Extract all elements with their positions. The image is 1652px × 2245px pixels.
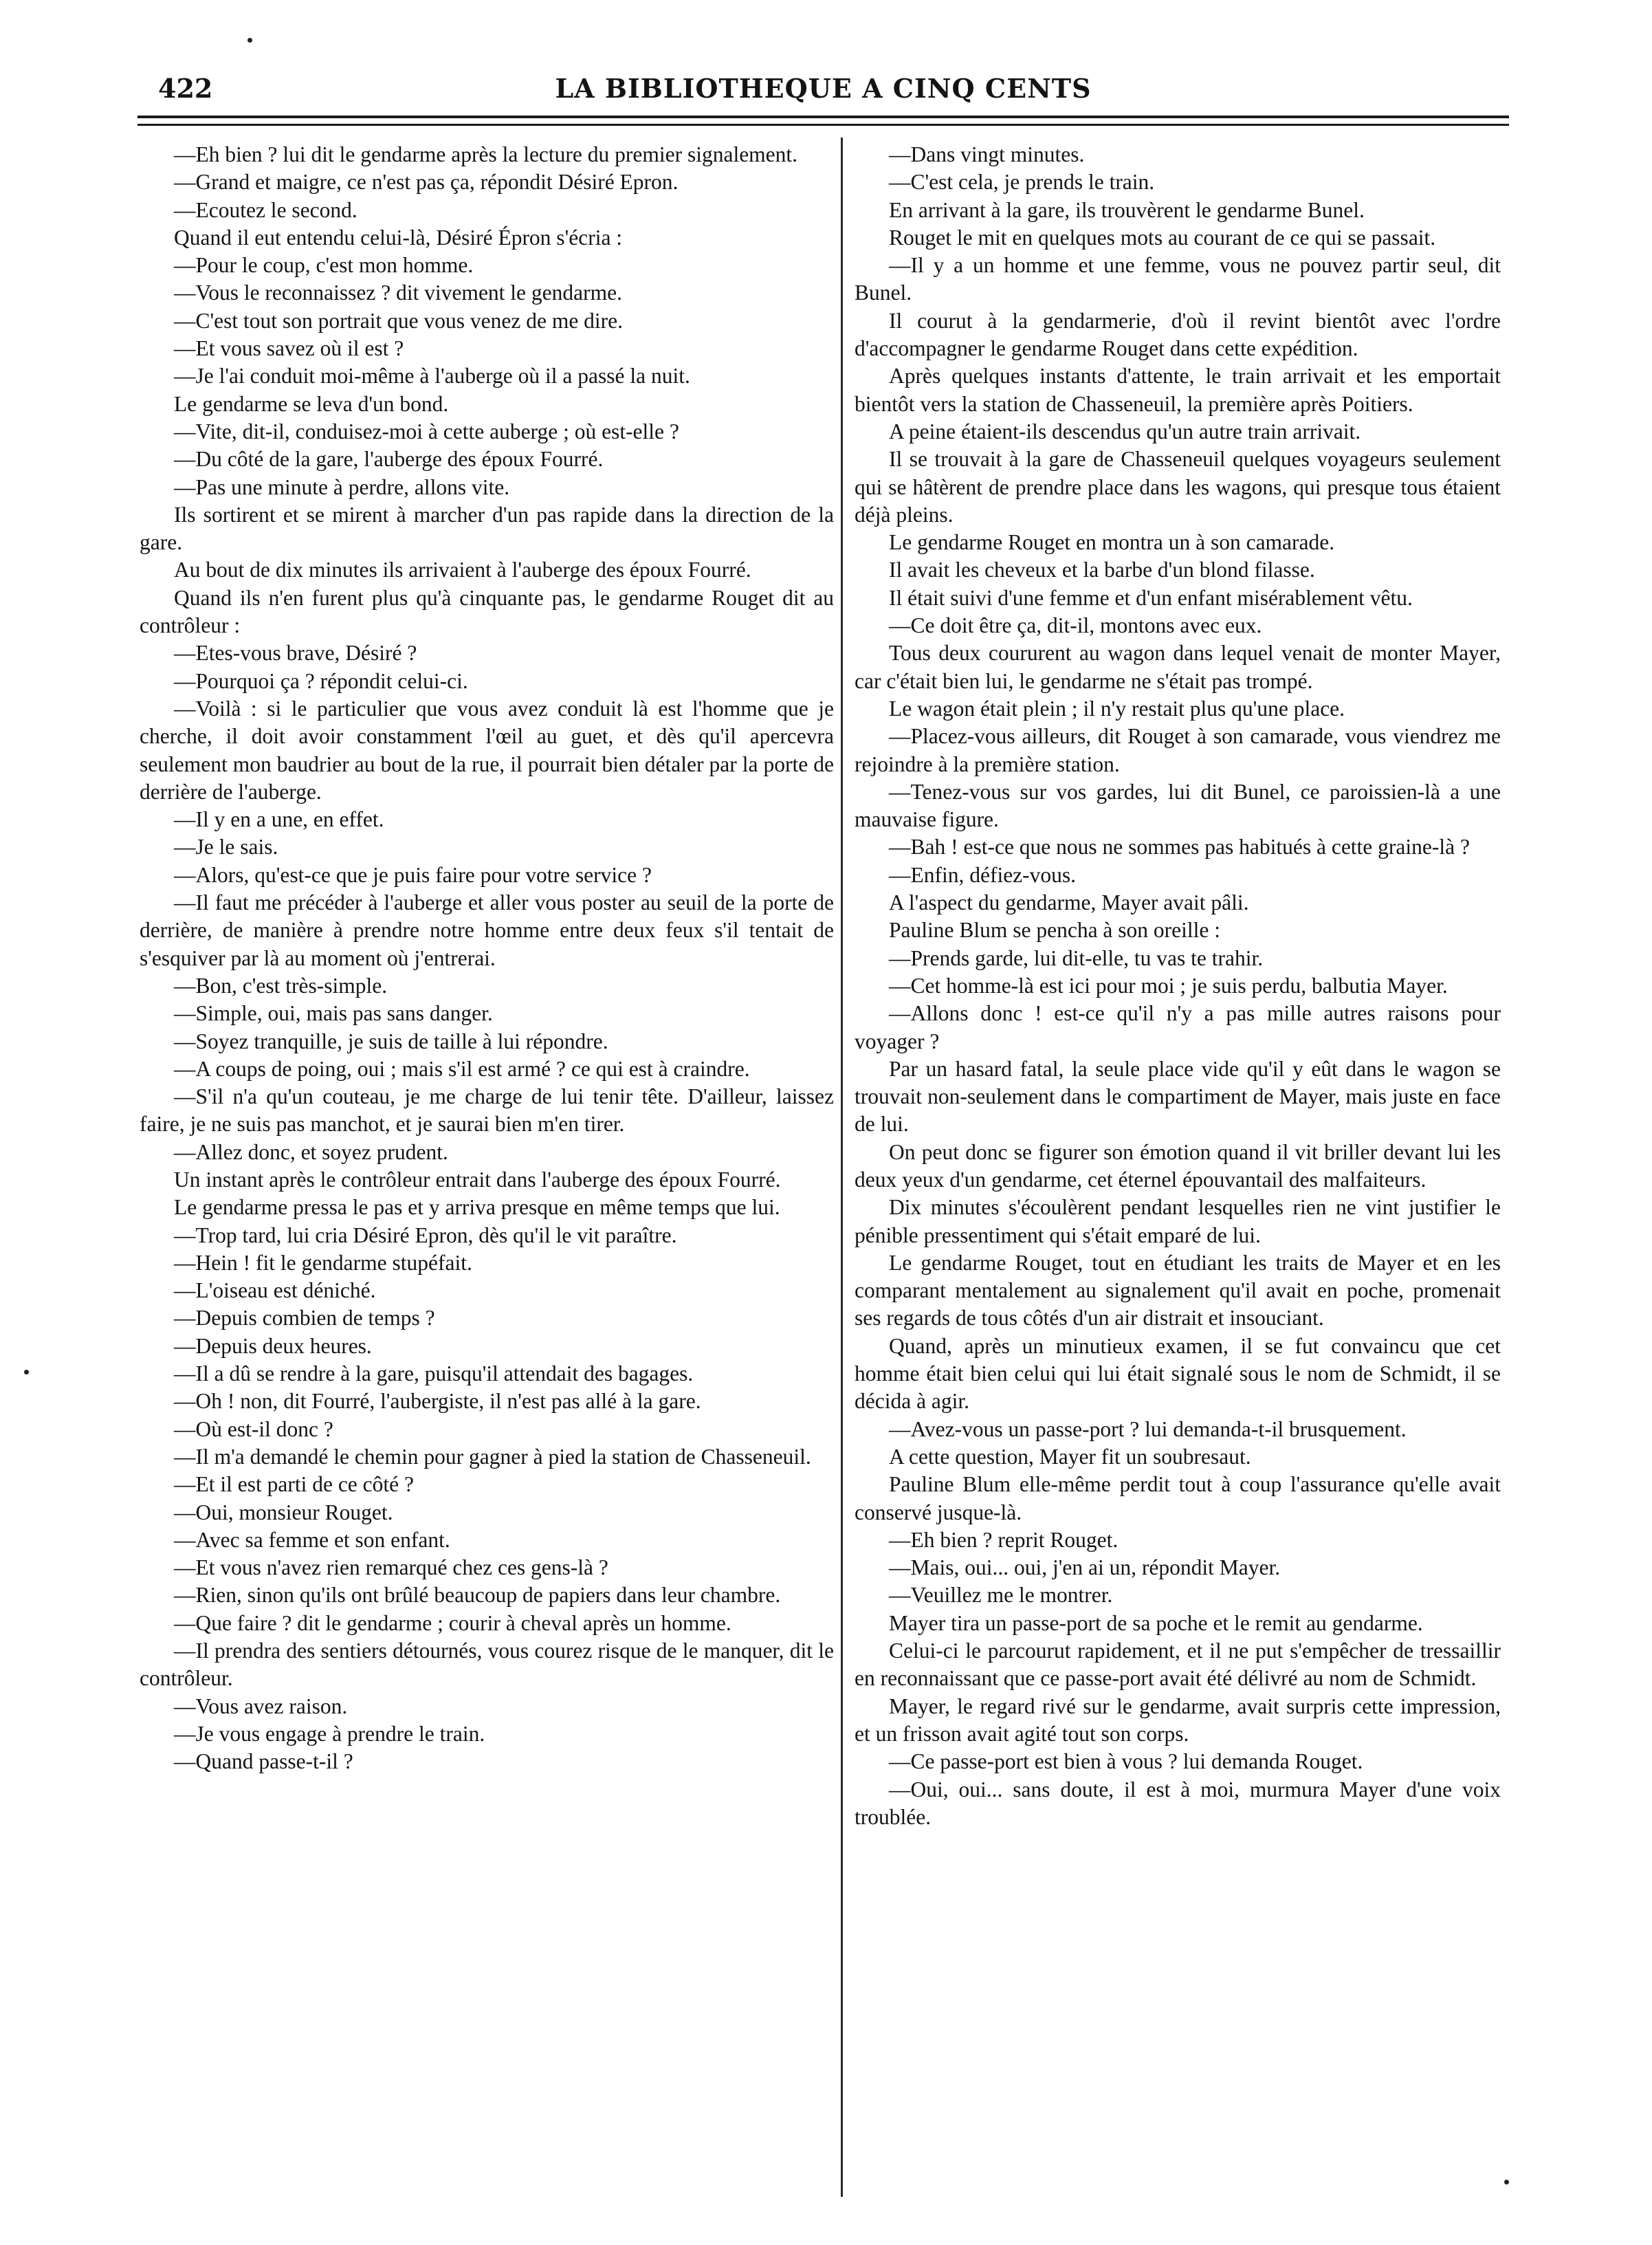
paragraph: —Depuis deux heures. [174, 1333, 372, 1358]
paragraph: —Oh ! non, dit Fourré, l'aubergiste, il n'est pas allé à la gare. [174, 1389, 701, 1414]
paragraph: —Avez-vous un passe-port ? lui demanda-t-il brusquement. [889, 1416, 1407, 1441]
paragraph: —Bah ! est-ce que nous ne sommes pas habitués à cette graine-là ? [889, 835, 1470, 859]
header-rule-thick [137, 116, 1509, 118]
paragraph: —Mais, oui... oui, j'en ai un, répondit Mayer. [889, 1555, 1281, 1580]
page-header [137, 69, 1509, 110]
paragraph: —Oui, monsieur Rouget. [174, 1500, 393, 1524]
paragraph: Le gendarme Rouget, tout en étudiant les traits de Mayer et en les comparant mentalement au signalement qu'il avait en poche, promenait ses regards de tous côtés d'un air distrait et insouciant. [855, 1250, 1501, 1330]
paragraph: —Soyez tranquille, je suis de taille à lui répondre. [174, 1029, 608, 1053]
paragraph: —Placez-vous ailleurs, dit Rouget à son camarade, vous viendrez me rejoindre à la première station. [855, 724, 1501, 776]
paragraph: Il se trouvait à la gare de Chasseneuil quelques voyageurs seulement qui se hâtèrent de prendre place dans les wagons, qui presque tous étaient déjà pleins. [855, 447, 1501, 527]
paragraph: Le gendarme Rouget en montra un à son camarade. [889, 530, 1335, 555]
paragraph: —Je l'ai conduit moi-même à l'auberge où il a passé la nuit. [174, 364, 690, 388]
paragraph: Le gendarme se leva d'un bond. [174, 391, 449, 416]
print-speck [247, 38, 252, 43]
paragraph: Au bout de dix minutes ils arrivaient à l'auberge des époux Fourré. [174, 558, 751, 582]
paragraph: On peut donc se figurer son émotion quand il vit briller devant lui les deux yeux d'un gendarme, cet éternel épouvantail des malfaiteurs. [855, 1139, 1501, 1192]
paragraph: —Et vous savez où il est ? [174, 336, 404, 361]
paragraph: —Alors, qu'est-ce que je puis faire pour votre service ? [174, 862, 652, 887]
column-divider [841, 138, 843, 2197]
paragraph: Après quelques instants d'attente, le train arrivait et les emportait bientôt vers la station de Chasseneuil, la première après Poitiers. [855, 364, 1501, 416]
paragraph: —Oui, oui... sans doute, il est à moi, murmura Mayer d'une voix troublée. [855, 1777, 1501, 1829]
paragraph: Il avait les cheveux et la barbe d'un blond filasse. [889, 558, 1315, 582]
print-speck [24, 1370, 29, 1375]
paragraph: —Dans vingt minutes. [889, 142, 1085, 166]
paragraph: —Trop tard, lui cria Désiré Epron, dès qu'il le vit paraître. [174, 1223, 677, 1247]
paragraph: —Ce passe-port est bien à vous ? lui demanda Rouget. [889, 1749, 1363, 1774]
print-speck [1504, 2180, 1509, 2184]
paragraph: —Allez donc, et soyez prudent. [174, 1139, 448, 1164]
paragraph: Mayer, le regard rivé sur le gendarme, avait surpris cette impression, et un frisson avait agité tout son corps. [855, 1694, 1501, 1746]
paragraph: —Vous le reconnaissez ? dit vivement le gendarme. [174, 281, 622, 305]
paragraph: —C'est tout son portrait que vous venez de me dire. [174, 308, 624, 333]
page-number: 422 [158, 73, 213, 104]
paragraph: —Et il est parti de ce côté ? [174, 1472, 414, 1497]
paragraph: A cette question, Mayer fit un soubresaut. [889, 1444, 1251, 1469]
paragraph: —Quand passe-t-il ? [174, 1749, 353, 1774]
left-column [140, 141, 834, 1776]
paragraph: —Il prendra des sentiers détournés, vous courez risque de le manquer, dit le contrôleur. [140, 1639, 834, 1691]
running-title: LA BIBLIOTHEQUE A CINQ CENTS [555, 73, 1092, 104]
paragraph: —Eh bien ? reprit Rouget. [889, 1527, 1119, 1552]
right-column [855, 141, 1501, 1831]
paragraph: —Cet homme-là est ici pour moi ; je suis perdu, balbutia Mayer. [889, 973, 1448, 998]
paragraph: —S'il n'a qu'un couteau, je me charge de lui tenir tête. D'ailleur, laissez faire, je ne suis pas manchot, et je saurai bien m'en tirer. [140, 1084, 834, 1137]
paragraph: Pauline Blum elle-même perdit tout à coup l'assurance qu'elle avait conservé jusque-là. [855, 1472, 1501, 1524]
paragraph: —Vous avez raison. [174, 1694, 348, 1718]
paragraph: —Tenez-vous sur vos gardes, lui dit Bunel, ce paroissien-là a une mauvaise figure. [855, 779, 1501, 832]
paragraph: —Je vous engage à prendre le train. [174, 1721, 485, 1746]
paragraph: —Vite, dit-il, conduisez-moi à cette auberge ; où est-elle ? [174, 419, 679, 443]
paragraph: Tous deux coururent au wagon dans lequel venait de monter Mayer, car c'était bien lui, le gendarme ne s'était pas trompé. [855, 641, 1501, 693]
paragraph: Un instant après le contrôleur entrait dans l'auberge des époux Fourré. [174, 1167, 781, 1192]
paragraph: —Il y a un homme et une femme, vous ne pouvez partir seul, dit Bunel. [855, 253, 1501, 305]
paragraph: En arrivant à la gare, ils trouvèrent le gendarme Bunel. [889, 197, 1365, 222]
paragraph: —Avec sa femme et son enfant. [174, 1527, 450, 1552]
paragraph: —Je le sais. [174, 835, 278, 859]
header-rule-thin [137, 124, 1509, 126]
paragraph: —Hein ! fit le gendarme stupéfait. [174, 1250, 472, 1275]
paragraph: Rouget le mit en quelques mots au courant de ce qui se passait. [889, 225, 1436, 250]
paragraph: —Pour le coup, c'est mon homme. [174, 253, 474, 278]
paragraph: —Veuillez me le montrer. [889, 1583, 1113, 1608]
paragraph: Quand, après un minutieux examen, il se fut convaincu que cet homme était bien celui qui lui était signalé sous le nom de Schmidt, il se décida à agir. [855, 1333, 1501, 1414]
paragraph: Le wagon était plein ; il n'y restait plus qu'une place. [889, 696, 1345, 721]
paragraph: Quand il eut entendu celui-là, Désiré Épron s'écria : [174, 225, 623, 250]
paragraph: Pauline Blum se pencha à son oreille : [889, 918, 1221, 943]
paragraph: —Du côté de la gare, l'auberge des époux Fourré. [174, 447, 604, 472]
paragraph: —Simple, oui, mais pas sans danger. [174, 1001, 493, 1026]
paragraph: —Grand et maigre, ce n'est pas ça, répondit Désiré Epron. [174, 170, 679, 195]
paragraph: —Il m'a demandé le chemin pour gagner à pied la station de Chasseneuil. [174, 1444, 811, 1469]
paragraph: Dix minutes s'écoulèrent pendant lesquelles rien ne vint justifier le pénible pressentiment qui s'était emparé de lui. [855, 1195, 1501, 1247]
paragraph: —Où est-il donc ? [174, 1416, 333, 1441]
paragraph: —Pas une minute à perdre, allons vite. [174, 474, 510, 499]
paragraph: A peine étaient-ils descendus qu'un autre train arrivait. [889, 419, 1361, 443]
paragraph: —Etes-vous brave, Désiré ? [174, 641, 417, 666]
paragraph: —Ecoutez le second. [174, 197, 357, 222]
paragraph: —Bon, c'est très-simple. [174, 973, 388, 998]
paragraph: —Prends garde, lui dit-elle, tu vas te trahir. [889, 945, 1264, 970]
paragraph: Par un hasard fatal, la seule place vide qu'il y eût dans le wagon se trouvait non-seulement dans le compartiment de Mayer, mais juste en face de lui. [855, 1056, 1501, 1137]
paragraph: —Il y en a une, en effet. [174, 807, 384, 832]
paragraph: —Que faire ? dit le gendarme ; courir à cheval après un homme. [174, 1610, 731, 1635]
paragraph: —L'oiseau est déniché. [174, 1278, 376, 1303]
paragraph: —A coups de poing, oui ; mais s'il est armé ? ce qui est à craindre. [174, 1056, 750, 1081]
paragraph: —Depuis combien de temps ? [174, 1306, 435, 1330]
paragraph: —C'est cela, je prends le train. [889, 170, 1155, 195]
paragraph: Il était suivi d'une femme et d'un enfant misérablement vêtu. [889, 585, 1413, 610]
paragraph: —Rien, sinon qu'ils ont brûlé beaucoup de papiers dans leur chambre. [174, 1583, 781, 1608]
paragraph: —Ce doit être ça, dit-il, montons avec eux. [889, 613, 1262, 638]
paragraph: —Enfin, défiez-vous. [889, 862, 1077, 887]
paragraph: A l'aspect du gendarme, Mayer avait pâli. [889, 890, 1249, 915]
paragraph: —Allons donc ! est-ce qu'il n'y a pas mille autres raisons pour voyager ? [855, 1001, 1501, 1053]
paragraph: Il courut à la gendarmerie, d'où il revint bientôt avec l'ordre d'accompagner le gendarme Rouget dans cette expédition. [855, 308, 1501, 361]
paragraph: —Il faut me précéder à l'auberge et aller vous poster au seuil de la porte de derrière, de manière à prendre notre homme entre deux feux s'il tentait de s'esquiver par là au moment où j'entrerai. [140, 890, 834, 970]
paragraph: —Il a dû se rendre à la gare, puisqu'il attendait des bagages. [174, 1361, 694, 1386]
paragraph: —Pourquoi ça ? répondit celui-ci. [174, 668, 468, 693]
paragraph: —Eh bien ? lui dit le gendarme après la lecture du premier signalement. [174, 142, 798, 166]
paragraph: Celui-ci le parcourut rapidement, et il ne put s'empêcher de tressaillir en reconnaissant que ce passe-port avait été délivré au nom de Schmidt. [855, 1639, 1501, 1691]
paragraph: Mayer tira un passe-port de sa poche et le remit au gendarme. [889, 1610, 1423, 1635]
paragraph: —Et vous n'avez rien remarqué chez ces gens-là ? [174, 1555, 608, 1580]
paragraph: Quand ils n'en furent plus qu'à cinquante pas, le gendarme Rouget dit au contrôleur : [140, 585, 834, 638]
paragraph: Ils sortirent et se mirent à marcher d'un pas rapide dans la direction de la gare. [140, 502, 834, 555]
paragraph: —Voilà : si le particulier que vous avez conduit là est l'homme que je cherche, il doit avoir constamment l'œil au guet, et dès qu'il apercevra seulement mon baudrier au bout de la rue, il pourrait bien détaler par la porte de derrière de l'auberge. [140, 696, 834, 804]
paragraph: Le gendarme pressa le pas et y arriva presque en même temps que lui. [174, 1195, 780, 1220]
